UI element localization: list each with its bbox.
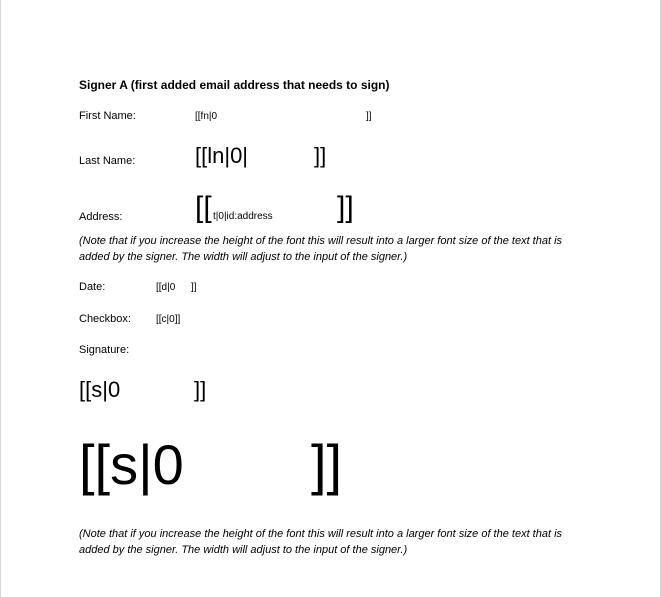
signature-small-tag-close: ]]	[194, 377, 207, 402]
address-tag-body: t|0|id:address	[213, 211, 273, 222]
checkbox-label: Checkbox:	[79, 313, 131, 325]
first-name-tag-open: [[fn|0	[195, 111, 218, 122]
signature-large-tag-close: ]]	[311, 433, 343, 496]
section-heading: Signer A (first added email address that needs to sign)	[79, 78, 390, 92]
last-name-tag-open: [[ln|0|	[195, 143, 249, 168]
address-tag-open: [[	[195, 191, 212, 224]
address-label: Address:	[79, 211, 123, 223]
last-name-label: Last Name:	[79, 155, 136, 167]
page-edge-left	[0, 0, 1, 597]
date-tag-close: ]]	[191, 282, 197, 293]
first-name-label: First Name:	[79, 110, 136, 122]
signature-large-tag-open: [[s|0	[79, 433, 184, 496]
signature-label: Signature:	[79, 344, 130, 356]
note-paragraph-1: (Note that if you increase the height of the font this will result into a larger font size of the text that is added by the signer. The width will adjust to the input of the signer.)	[79, 235, 563, 263]
date-tag-open: [[d|0	[156, 282, 176, 293]
note-paragraph-2: (Note that if you increase the height of the font this will result into a larger font size of the text that is added by the signer. The width will adjust to the input of the signer.)	[79, 528, 563, 556]
signature-small-tag-open: [[s|0	[79, 377, 121, 402]
address-tag-close: ]]	[337, 191, 354, 224]
date-label: Date:	[79, 281, 106, 293]
checkbox-tag: [[c|0]]	[156, 314, 181, 325]
last-name-tag-close: ]]	[314, 143, 327, 168]
first-name-tag-close: ]]	[366, 111, 372, 122]
